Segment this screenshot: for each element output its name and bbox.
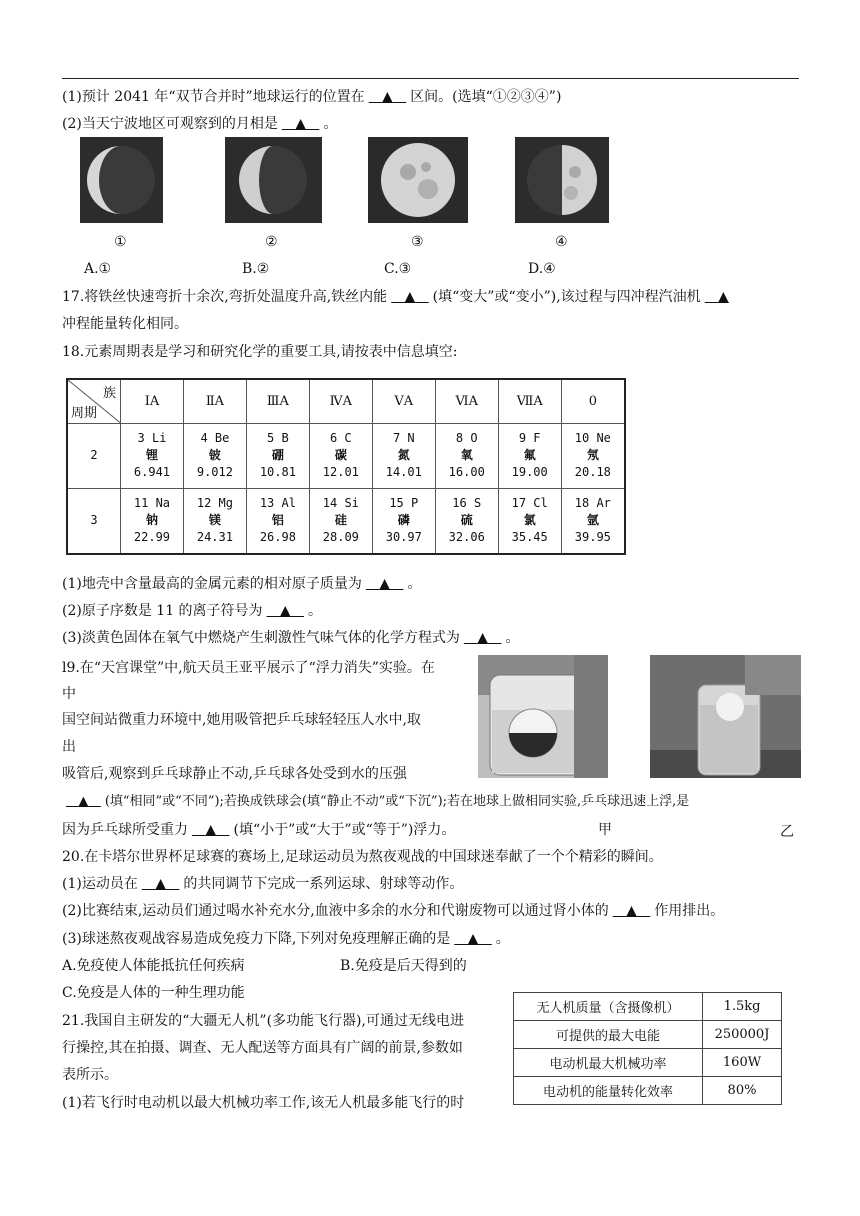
q18-sub1: (1)地壳中含量最高的金属元素的相对原子质量为 ▲ 。 [62,576,422,592]
q19-line6: ▲ (填“相同”或“不同”);若换成铁球会(填“静止不动”或“下沉”);若在地球上做相同实验,乒乓球迅速上浮,是 [62,792,689,812]
option-d: D.④ [528,261,556,277]
q16-part2: (2)当天宁波地区可观察到的月相是 ▲ 。 [62,116,338,132]
periodic-table [66,378,626,555]
answer-blank: ▲ [379,576,390,592]
group-header: 0 [561,379,625,423]
answer-blank: ▲ [718,289,729,305]
q18-sub2: (2)原子序数是 11 的离子符号为 ▲ 。 [62,603,323,619]
q16-part1: (1)预计 2041 年“双节合并时”地球运行的位置在 ▲ 区间。(选填“①②③④”) [62,89,562,105]
moon-phase-image-3 [368,137,468,223]
q21-line3: 表所示。 [62,1067,118,1083]
element-cell: 12 Mg 镁 24.31 [183,488,246,554]
q21-line2: 行操控,其在拍摄、调查、无人配送等方面具有广阔的前景,参数如 [62,1040,463,1056]
moon-phase-image-2 [225,137,322,223]
answer-blank: ▲ [205,822,217,838]
answer-blank: ▲ [626,903,637,919]
moon-phase-image-4 [515,137,609,223]
element-cell: 17 Cl 氯 35.45 [498,488,561,554]
q20-sub3: (3)球迷熬夜观战容易造成免疫力下降,下列对免疫理解正确的是 ▲ 。 [62,931,510,947]
group-header: ⅥA [435,379,498,423]
experiment-photo-jia [478,655,608,778]
element-cell: 9 F 氟 19.00 [498,423,561,488]
period-label: 2 [67,423,121,488]
q21-line4: (1)若飞行时电动机以最大机械功率工作,该无人机最多能飞行的时 [62,1095,465,1111]
q17-line1: 17.将铁丝快速弯折十余次,弯折处温度升高,铁丝内能 ▲ (填“变大”或“变小”),该过程与四冲程汽油机 ▲ [62,287,733,307]
moon-label-1: ① [114,234,127,250]
element-cell: 13 Al 铝 26.98 [246,488,309,554]
moon-label-2: ② [265,234,278,250]
q20-option-a: A.免疫使人体能抵抗任何疾病 [62,958,245,974]
q20-sub1: (1)运动员在 ▲ 的共同调节下完成一系列运球、射球等动作。 [62,876,464,892]
q19-line4: 出 [62,739,76,755]
group-header: ⅡA [183,379,246,423]
group-header: ⅠA [121,379,184,423]
element-cell: 15 P 磷 30.97 [372,488,435,554]
table-corner-header: 族 周期 [67,379,121,423]
moon-label-3: ③ [411,234,424,250]
group-header: ⅣA [309,379,372,423]
element-cell: 16 S 硫 32.06 [435,488,498,554]
moon-label-4: ④ [555,234,568,250]
answer-blank: ▲ [295,116,306,132]
q20-option-c: C.免疫是人体的一种生理功能 [62,985,245,1001]
table-row: 电动机最大机械功率 160W [514,1049,782,1077]
q20-option-b: B.免疫是后天得到的 [340,958,467,974]
element-cell: 5 B 硼 10.81 [246,423,309,488]
answer-blank: ▲ [382,89,393,105]
q19-line3: 国空间站微重力环境中,她用吸管把乒乓球轻轻压人水中,取 [62,712,421,728]
answer-blank: ▲ [78,794,89,809]
element-cell: 14 Si 硅 28.09 [309,488,372,554]
element-cell: 11 Na 钠 22.99 [121,488,184,554]
q19-line5: 吸管后,观察到乒乓球静止不动,乒乓球各处受到水的压强 [62,766,407,782]
q20-sub2: (2)比赛结束,运动员们通过喝水补充水分,血液中多余的水分和代谢废物可以通过肾小体的 ▲ 作用排出。 [62,903,725,919]
answer-blank: ▲ [477,630,488,646]
option-c: C.③ [384,261,412,277]
q18-intro: 18.元素周期表是学习和研究化学的重要工具,请按表中信息填空: [62,344,458,360]
answer-blank: ▲ [404,289,416,305]
answer-blank: ▲ [467,931,479,947]
element-cell: 8 O 氧 16.00 [435,423,498,488]
header-rule [62,78,799,79]
drone-parameter-table [513,992,782,1105]
group-header: ⅢA [246,379,309,423]
figure-label-jia: 甲 [598,822,612,838]
figure-label-yi: 乙 [780,824,794,840]
option-b: B.② [242,261,270,277]
q17-line2: 冲程能量转化相同。 [62,316,188,332]
group-header: ⅦA [498,379,561,423]
q21-line1: 21.我国自主研发的“大疆无人机”(多功能飞行器),可通过无线电进 [62,1013,464,1029]
element-cell: 18 Ar 氩 39.95 [561,488,625,554]
period-label: 3 [67,488,121,554]
element-cell: 4 Be 铍 9.012 [183,423,246,488]
q19-line7: 因为乒乓球所受重力 ▲ (填“小于”或“大于”或“等于”)浮力。 [62,822,456,838]
q19-line2: 中 [62,686,76,702]
option-a: A.① [84,261,112,277]
element-cell: 7 N 氮 14.01 [372,423,435,488]
answer-blank: ▲ [279,603,291,619]
element-cell: 6 C 碳 12.01 [309,423,372,488]
group-header: ⅤA [372,379,435,423]
table-row: 可提供的最大电能 250000J [514,1021,782,1049]
answer-blank: ▲ [155,876,166,892]
element-cell: 3 Li 锂 6.941 [121,423,184,488]
experiment-photo-yi [650,655,801,778]
table-row: 电动机的能量转化效率 80% [514,1077,782,1105]
q18-sub3: (3)淡黄色固体在氧气中燃烧产生刺激性气味气体的化学方程式为 ▲ 。 [62,630,520,646]
table-row: 无人机质量（含摄像机） 1.5kg [514,993,782,1021]
q20-intro: 20.在卡塔尔世界杯足球赛的赛场上,足球运动员为熬夜观战的中国球迷奉献了一个个精彩的瞬间。 [62,849,663,865]
element-cell: 10 Ne 氖 20.18 [561,423,625,488]
q19-line1: l9.在“天宫课堂”中,航天员王亚平展示了“浮力消失”实验。在 [62,660,435,676]
moon-phase-image-1 [80,137,163,223]
